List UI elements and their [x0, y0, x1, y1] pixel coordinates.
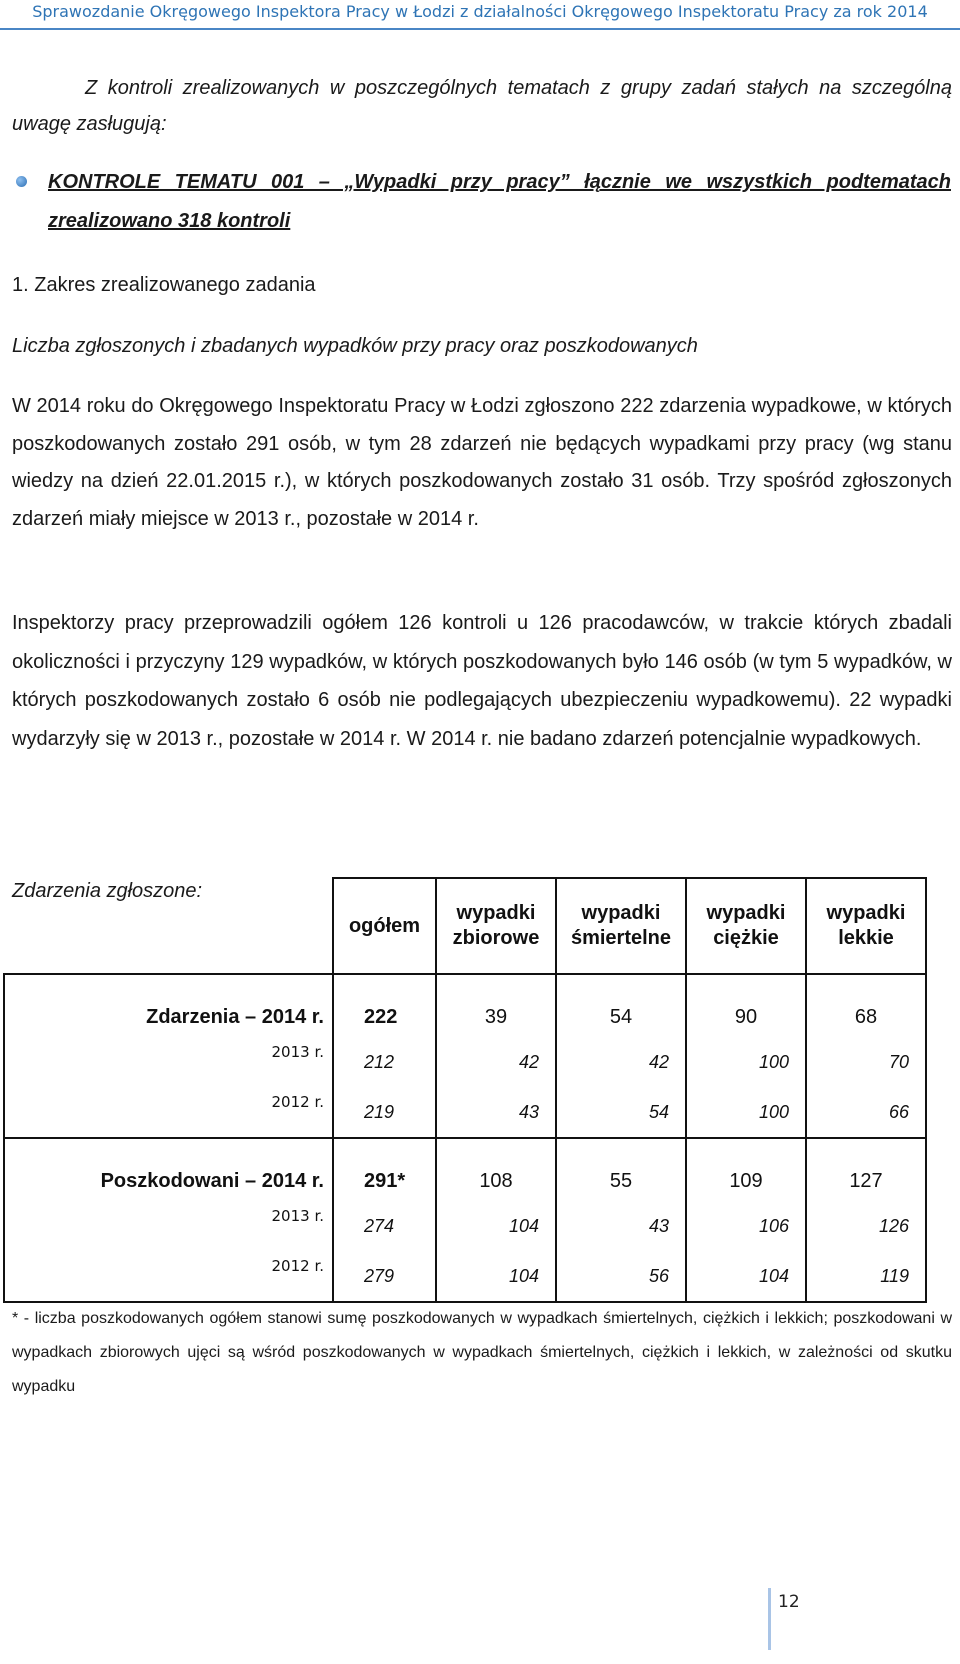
table-row-injured-2012 — [4, 1251, 926, 1302]
row-label: 2013 r. — [4, 1037, 333, 1087]
table-cell: 56 — [556, 1251, 686, 1302]
table-cell: 42 — [556, 1037, 686, 1087]
bullet-icon — [16, 176, 27, 187]
row-label: Poszkodowani – 2014 r. — [4, 1138, 333, 1201]
table-footnote: * - liczba poszkodowanych ogółem stanowi sumę poszkodowanych w wypadkach śmiertelnych, ciężkich i lekkich; poszkodowani w wypadkach zbiorowych ujęci są wśród poszkodowanych w wypadkach śmiertelnych, ciężkich i lekkich, w zależności od skutku wypadku — [12, 1310, 952, 1395]
table-row-events-2013 — [4, 1037, 926, 1087]
table-cell: 104 — [686, 1251, 806, 1302]
table-cell: 54 — [556, 1087, 686, 1138]
bullet-item: KONTROLE TEMATU 001 – „Wypadki przy pracy” łącznie we wszystkich podtematach zrealizowano 318 kontroli — [48, 171, 951, 232]
table-cell: 222 — [333, 974, 436, 1037]
table-cell: 100 — [686, 1087, 806, 1138]
table-cell: 42 — [436, 1037, 556, 1087]
section-title: 1. Zakres zrealizowanego zadania — [12, 274, 316, 296]
table-cell: 108 — [436, 1138, 556, 1201]
table-cell: 100 — [686, 1037, 806, 1087]
table-cell: 43 — [436, 1087, 556, 1138]
row-label: 2012 r. — [4, 1087, 333, 1138]
row-label: Zdarzenia – 2014 r. — [4, 974, 333, 1037]
accident-statistics-table — [3, 877, 927, 1303]
table-cell: 55 — [556, 1138, 686, 1201]
table-caption: Zdarzenia zgłoszone: — [12, 880, 203, 902]
table-header-row — [4, 878, 926, 974]
table-row-events-2014 — [4, 974, 926, 1037]
table-cell: 104 — [436, 1251, 556, 1302]
paragraph-inspections: Inspektorzy pracy przeprowadzili ogółem 126 kontroli u 126 pracodawców, w trakcie których zbadali okoliczności i przyczyny 129 wypadków, w których poszkodowanych było 146 osób (w tym 5 wypadków, w których poszkodowanych zostało 6 osób nie podlegających ubezpieczeniu wypadkowemu). 22 wypadki wydarzyły się w 2013 r., pozostałe w 2014 r. W 2014 r. nie badano zdarzeń potencjalnie wypadkowych. — [12, 612, 952, 750]
paragraph-reported-events: W 2014 roku do Okręgowego Inspektoratu Pracy w Łodzi zgłoszono 222 zdarzenia wypadkowe, w których poszkodowanych zostało 291 osób, w tym 28 zdarzeń nie będących wypadkami przy pracy (wg stanu wiedzy na dzień 22.01.2015 r.), w których poszkodowanych zostało 31 osób. Trzy spośród zgłoszonych zdarzeń miały miejsce w 2013 r., pozostałe w 2014 r. — [12, 395, 952, 530]
page-header: Sprawozdanie Okręgowego Inspektora Pracy w Łodzi z działalności Okręgowego Inspektoratu Pracy za rok 2014 — [0, 0, 960, 30]
table-cell: 106 — [686, 1201, 806, 1251]
column-header: ogółem — [333, 878, 436, 974]
row-label: 2013 r. — [4, 1201, 333, 1251]
table-cell: 291* — [333, 1138, 436, 1201]
column-header: wypadki zbiorowe — [436, 878, 556, 974]
table-cell: 119 — [806, 1251, 926, 1302]
column-header: wypadki ciężkie — [686, 878, 806, 974]
section-subtitle: Liczba zgłoszonych i zbadanych wypadków przy pracy oraz poszkodowanych — [12, 335, 698, 357]
table-row-injured-2013 — [4, 1201, 926, 1251]
table-cell: 104 — [436, 1201, 556, 1251]
table-row-events-2012 — [4, 1087, 926, 1138]
page-number-divider — [768, 1588, 771, 1650]
header-spacer — [4, 878, 333, 974]
table-cell: 70 — [806, 1037, 926, 1087]
table-cell: 90 — [686, 974, 806, 1037]
table-cell: 68 — [806, 974, 926, 1037]
table-cell: 126 — [806, 1201, 926, 1251]
table-cell: 54 — [556, 974, 686, 1037]
table-cell: 127 — [806, 1138, 926, 1201]
column-header: wypadki śmiertelne — [556, 878, 686, 974]
table-cell: 39 — [436, 974, 556, 1037]
column-header: wypadki lekkie — [806, 878, 926, 974]
table-cell: 212 — [333, 1037, 436, 1087]
table-row-injured-2014 — [4, 1138, 926, 1201]
table-cell: 279 — [333, 1251, 436, 1302]
row-label: 2012 r. — [4, 1251, 333, 1302]
table-cell: 43 — [556, 1201, 686, 1251]
page-number: 12 — [778, 1592, 800, 1612]
table-cell: 219 — [333, 1087, 436, 1138]
table-cell: 109 — [686, 1138, 806, 1201]
table-cell: 274 — [333, 1201, 436, 1251]
table-cell: 66 — [806, 1087, 926, 1138]
intro-text: Z kontroli zrealizowanych w poszczególnych tematach z grupy zadań stałych na szczególną uwagę zasługują: — [12, 77, 952, 135]
